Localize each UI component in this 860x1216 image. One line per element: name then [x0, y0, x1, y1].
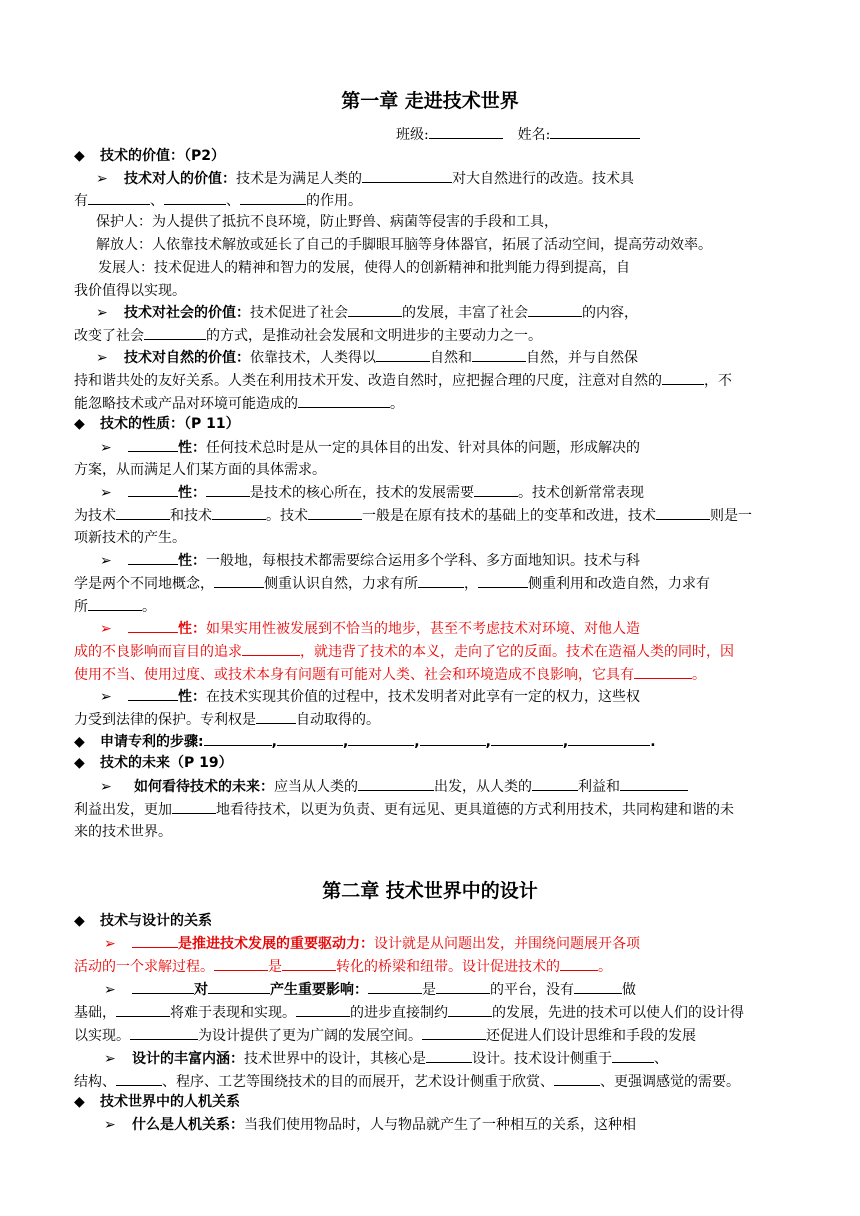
property-3-cont2: 所 。	[74, 596, 156, 618]
blank[interactable]	[242, 641, 300, 656]
blank[interactable]	[422, 1025, 486, 1040]
blank[interactable]	[532, 776, 578, 791]
diamond-bullet-icon: ◆	[74, 416, 85, 432]
develop-human-cont: 我价值得以实现。	[74, 283, 186, 299]
arrow-bullet-icon: ➢	[96, 350, 108, 366]
design-drives-tech: ➢ 是推进技术发展的重要驱动力：设计就是从问题出发，并围绕问题展开各项	[104, 933, 640, 955]
future-view-cont: 利益出发，更加 地看待技术，以更为负责、更有远见、更具道德的方式利用技术，共同构建和谐的未	[74, 799, 734, 821]
tech-affects-design: ➢ 对 产生重要影响： 是 的平台，没有 做	[104, 979, 636, 1001]
value-to-human-cont: 有 、 、 的作用。	[74, 190, 362, 212]
blank[interactable]	[212, 505, 266, 520]
blank[interactable]	[418, 573, 464, 588]
class-blank[interactable]	[429, 124, 503, 139]
value-to-human: ➢ 技术对人的价值：技术是为满足人类的 对大自然进行的改造。技术具	[96, 168, 634, 190]
arrow-bullet-icon: ➢	[100, 779, 112, 795]
blank[interactable]	[472, 347, 526, 362]
blank[interactable]	[172, 799, 216, 814]
section-tech-design-relation: ◆ 技术与设计的关系	[74, 913, 212, 929]
blank[interactable]	[214, 956, 268, 971]
develop-human: 发展人：技术促进人的精神和智力的发展，使得人的创新精神和批判能力得到提高，自	[98, 260, 630, 276]
value-to-nature-cont: 持和谐共处的友好关系。人类在利用技术开发、改造自然时，应把握合理的尺度，注意对自然的 ，不	[74, 370, 732, 392]
blank[interactable]	[116, 1071, 162, 1086]
name-label: 姓名:	[517, 127, 551, 143]
diamond-bullet-icon: ◆	[74, 148, 85, 164]
blank[interactable]	[491, 731, 563, 746]
blank[interactable]	[282, 956, 336, 971]
blank[interactable]	[368, 979, 422, 994]
arrow-bullet-icon: ➢	[100, 485, 112, 501]
property-3-cont: 学是两个不同地概念， 侧重认识自然，力求有所 ， 侧重利用和改造自然，力求有	[74, 573, 710, 595]
property-5-cont: 力受到法律的保护。专利权是 自动取得的。	[74, 709, 380, 731]
value-to-society-cont: 改变了社会 的方式，是推动社会发展和文明进步的主要动力之一。	[74, 325, 542, 347]
protect-human: 保护人：为人提供了抵抗不良环境，防止野兽、病菌等侵害的手段和工具，	[96, 214, 558, 230]
blank[interactable]	[144, 325, 206, 340]
future-view: ➢ 如何看待技术的未来：应当从人类的 出发，从人类的 利益和	[100, 776, 688, 798]
blank[interactable]	[277, 731, 343, 746]
arrow-bullet-icon: ➢	[100, 621, 112, 637]
design-connotation-cont: 结构、 、程序、工艺等围绕技术的目的而展开，艺术设计侧重于欣赏、 、更强调感觉的需要。	[74, 1071, 740, 1093]
blank[interactable]	[662, 370, 704, 385]
blank[interactable]	[88, 190, 150, 205]
arrow-bullet-icon: ➢	[100, 553, 112, 569]
blank[interactable]	[358, 776, 434, 791]
blank[interactable]	[128, 437, 178, 452]
diamond-bullet-icon: ◆	[74, 755, 85, 771]
blank[interactable]	[376, 347, 430, 362]
blank[interactable]	[568, 731, 650, 746]
blank[interactable]	[634, 664, 692, 679]
blank[interactable]	[132, 979, 194, 994]
tech-affects-design-cont2: 以实现。 为设计提供了更为广阔的发展空间。 还促进人们设计思维和手段的发展	[74, 1025, 696, 1047]
blank[interactable]	[128, 686, 178, 701]
blank[interactable]	[436, 979, 490, 994]
property-4: ➢ 性：如果实用性被发展到不恰当的地步，甚至不考虑技术对环境、对他人造	[100, 618, 640, 640]
blank[interactable]	[620, 776, 688, 791]
section-tech-nature: ◆ 技术的性质：（P 11）	[74, 416, 240, 432]
blank[interactable]	[554, 1071, 600, 1086]
blank[interactable]	[308, 505, 362, 520]
blank[interactable]	[426, 1048, 472, 1063]
design-drives-tech-cont: 活动的一个求解过程。 是 转化的桥梁和纽带。设计促进技术的 。	[74, 956, 612, 978]
value-to-nature-cont2: 能忽略技术或产品对环境可能造成的 。	[74, 393, 404, 415]
human-machine-definition: ➢ 什么是人机关系：当我们使用物品时，人与物品就产生了一种相互的关系，这种相	[104, 1117, 636, 1133]
property-1-cont: 方案，从而满足人们某方面的具体需求。	[74, 462, 326, 478]
blank[interactable]	[130, 1025, 198, 1040]
section-tech-value: ◆ 技术的价值：（P2）	[74, 148, 226, 164]
arrow-bullet-icon: ➢	[100, 689, 112, 705]
blank[interactable]	[128, 550, 178, 565]
property-4-cont: 成的不良影响而盲目的追求 ，就违背了技术的本义，走向了它的反面。技术在造福人类的同时，因	[74, 641, 734, 663]
value-to-society: ➢ 技术对社会的价值：技术促进了社会 的发展，丰富了社会 的内容，	[96, 302, 638, 324]
blank[interactable]	[132, 933, 178, 948]
blank[interactable]	[128, 482, 178, 497]
property-2: ➢ 性： 是技术的核心所在，技术的发展需要 。技术创新常常表现	[100, 482, 644, 504]
blank[interactable]	[574, 979, 622, 994]
arrow-bullet-icon: ➢	[104, 936, 116, 952]
class-name-line	[396, 124, 640, 146]
blank[interactable]	[256, 709, 296, 724]
arrow-bullet-icon: ➢	[96, 171, 108, 187]
class-label: 班级:	[396, 127, 429, 143]
arrow-bullet-icon: ➢	[100, 440, 112, 456]
blank[interactable]	[348, 731, 414, 746]
blank[interactable]	[240, 190, 306, 205]
value-to-nature: ➢ 技术对自然的价值：依靠技术，人类得以 自然和 自然，并与自然保	[96, 347, 638, 369]
blank[interactable]	[88, 596, 142, 611]
blank[interactable]	[474, 482, 518, 497]
arrow-bullet-icon: ➢	[104, 982, 116, 998]
property-1: ➢ 性：任何技术总时是从一定的具体目的出发、针对具体的问题，形成解决的	[100, 437, 640, 459]
blank[interactable]	[208, 979, 270, 994]
diamond-bullet-icon: ◆	[74, 1094, 85, 1110]
arrow-bullet-icon: ➢	[104, 1117, 116, 1133]
property-2-cont: 为技术 和技术 。技术 一般是在原有技术的基础上的变革和改进，技术 则是一	[74, 505, 752, 527]
property-4-cont2: 使用不当、使用过度、或技术本身有问题有可能对人类、社会和环境造成不良影响，它具有 。	[74, 664, 706, 686]
tech-affects-design-cont: 基础， 将难于表现和实现。 的进步直接制约 的发展，先进的技术可以使人们的设计得	[74, 1002, 744, 1024]
blank[interactable]	[204, 731, 272, 746]
blank[interactable]	[656, 505, 710, 520]
chapter1-title: 第一章 走进技术世界	[341, 90, 519, 112]
blank[interactable]	[528, 302, 582, 317]
section-patent-steps: ◆ 申请专利的步骤: , , , , , .	[74, 731, 656, 753]
blank[interactable]	[298, 393, 390, 408]
blank[interactable]	[116, 505, 170, 520]
blank[interactable]	[128, 618, 178, 633]
section-human-machine: ◆ 技术世界中的人机关系	[74, 1094, 240, 1110]
blank[interactable]	[420, 731, 486, 746]
blank[interactable]	[560, 956, 598, 971]
arrow-bullet-icon: ➢	[96, 305, 108, 321]
blank[interactable]	[116, 1002, 170, 1017]
blank[interactable]	[296, 1002, 350, 1017]
section-tech-future: ◆ 技术的未来（P 19）	[74, 755, 233, 771]
blank[interactable]	[348, 302, 402, 317]
blank[interactable]	[448, 1002, 492, 1017]
property-2-cont2: 项新技术的产生。	[74, 530, 186, 546]
chapter2-title: 第二章 技术世界中的设计	[322, 880, 538, 902]
blank[interactable]	[214, 573, 264, 588]
blank[interactable]	[612, 1048, 654, 1063]
diamond-bullet-icon: ◆	[74, 734, 85, 750]
liberate-human: 解放人：人依靠技术解放或延长了自己的手脚眼耳脑等身体器官，拓展了活动空间，提高劳动效率。	[96, 237, 712, 253]
property-3: ➢ 性：一般地，每根技术都需要综合运用多个学科、多方面地知识。技术与科	[100, 550, 640, 572]
blank[interactable]	[164, 190, 226, 205]
blank[interactable]	[362, 168, 452, 183]
future-view-cont2: 来的技术世界。	[74, 824, 172, 840]
property-5: ➢ 性：在技术实现其价值的过程中，技术发明者对此享有一定的权力，这些权	[100, 686, 640, 708]
arrow-bullet-icon: ➢	[104, 1051, 116, 1067]
diamond-bullet-icon: ◆	[74, 913, 85, 929]
blank[interactable]	[206, 482, 250, 497]
design-connotation: ➢ 设计的丰富内涵：技术世界中的设计，其核心是 设计。技术设计侧重于 、	[104, 1048, 668, 1070]
name-blank[interactable]	[550, 124, 640, 139]
blank[interactable]	[478, 573, 528, 588]
